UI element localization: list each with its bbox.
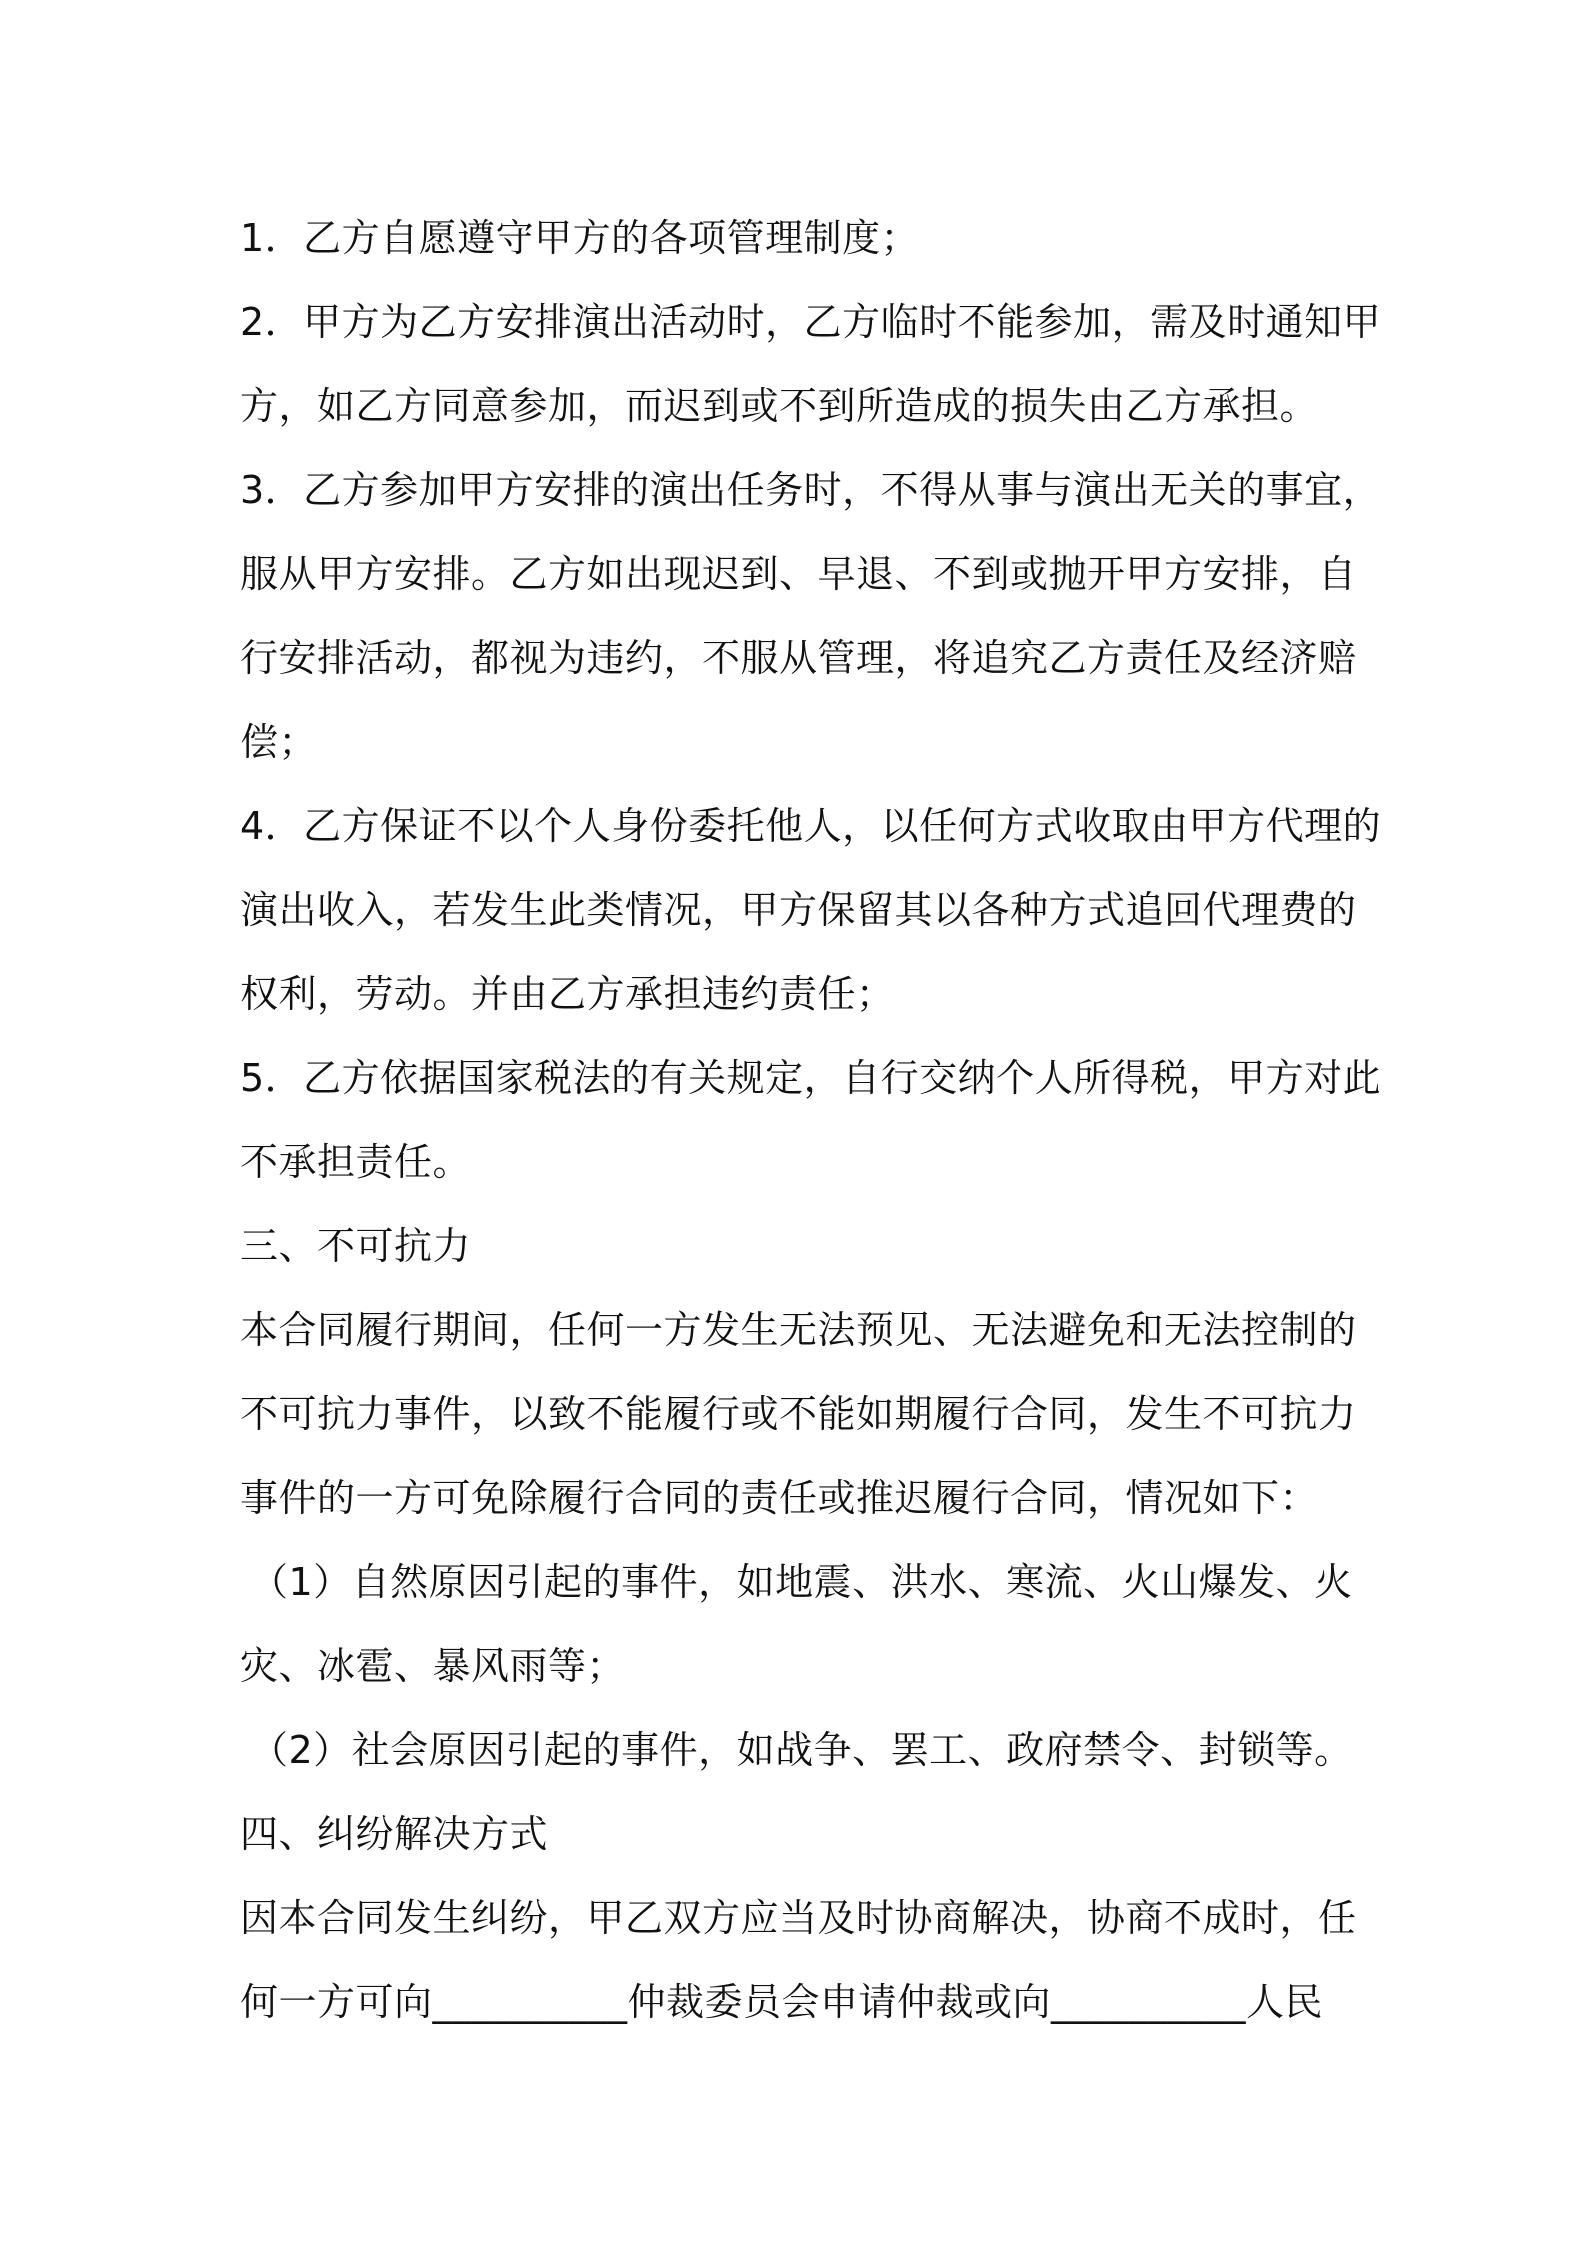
dispute-line-1: 因本合同发生纠纷，甲乙双方应当及时协商解决，协商不成时，任	[240, 1896, 1357, 1940]
clause-5-line-2: 不承担责任。	[240, 1140, 472, 1184]
clause-4-line-3: 权利，劳动。并由乙方承担违约责任；	[240, 972, 895, 1016]
clause-3-line-1: 3．乙方参加甲方安排的演出任务时，不得从事与演出无关的事宜，	[240, 468, 1382, 512]
section-heading-force-majeure: 三、不可抗力	[240, 1224, 472, 1268]
clause-3-line-3: 行安排活动，都视为违约，不服从管理，将追究乙方责任及经济赔	[240, 636, 1357, 680]
force-majeure-line-2: 不可抗力事件，以致不能履行或不能如期履行合同，发生不可抗力	[240, 1392, 1357, 1436]
section-heading-dispute-resolution: 四、纠纷解决方式	[240, 1812, 549, 1856]
clause-2-line-1: 2．甲方为乙方安排演出活动时，乙方临时不能参加，需及时通知甲	[240, 300, 1382, 344]
force-majeure-item-2: （2）社会原因引起的事件，如战争、罢工、政府禁令、封锁等。	[250, 1728, 1353, 1772]
force-majeure-item-1-line-1: （1）自然原因引起的事件，如地震、洪水、寒流、火山爆发、火	[250, 1560, 1353, 1604]
clause-3-line-4: 偿；	[240, 720, 318, 764]
force-majeure-line-3: 事件的一方可免除履行合同的责任或推迟履行合同，情况如下：	[240, 1476, 1319, 1520]
clause-5-line-1: 5．乙方依据国家税法的有关规定，自行交纳个人所得税，甲方对此	[240, 1056, 1382, 1100]
clause-4-line-1: 4．乙方保证不以个人身份委托他人，以任何方式收取由甲方代理的	[240, 804, 1382, 848]
force-majeure-item-1-line-2: 灾、冰雹、暴风雨等；	[240, 1644, 626, 1688]
dispute-line-2: 何一方可向__________仲裁委员会申请仲裁或向__________人民	[240, 1980, 1324, 2024]
clause-2-line-2: 方，如乙方同意参加，而迟到或不到所造成的损失由乙方承担。	[240, 384, 1319, 428]
clause-4-line-2: 演出收入，若发生此类情况，甲方保留其以各种方式追回代理费的	[240, 888, 1357, 932]
clause-1-line: 1．乙方自愿遵守甲方的各项管理制度；	[240, 216, 920, 260]
contract-text	[240, 196, 1382, 2044]
force-majeure-line-1: 本合同履行期间，任何一方发生无法预见、无法避免和无法控制的	[240, 1308, 1357, 1352]
clause-3-line-2: 服从甲方安排。乙方如出现迟到、早退、不到或抛开甲方安排，自	[240, 552, 1357, 596]
